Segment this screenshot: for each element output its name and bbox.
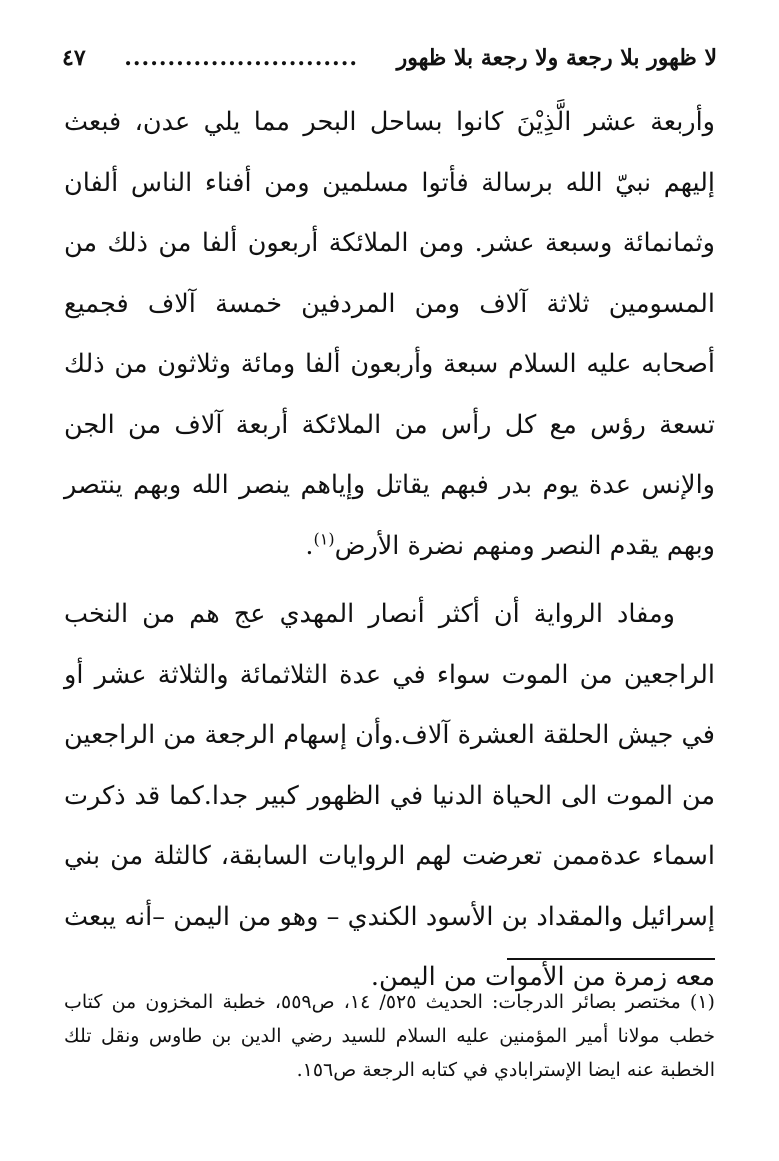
main-text bbox=[64, 92, 715, 1008]
paragraph-1-end: . bbox=[305, 530, 314, 561]
footnote-reference[interactable]: (١) bbox=[313, 529, 335, 548]
running-header bbox=[62, 38, 717, 78]
paragraph-2 bbox=[64, 584, 715, 1008]
paragraph-1-text: وأربعة عشر الَّذِيْنَ كانوا بساحل البحر مما يلي عدن، فبعث إليهم نبيّ الله برسالة فأتوا مسلمين ومن أفناء الناس ألفان وثمانمائة وسبعة عشر. ومن الملائكة أربعون ألفا من ذلك من المسومين ثلاثة آلاف ومن المردفين خمسة آلاف فجميع أصحابه عليه السلام سبعة وأربعون ألفا ومائة وثلاثون من ذلك تسعة رؤس مع كل رأس من الملائكة أربعة آلاف من الجن والإنس عدة يوم بدر فبهم يقاتل وإياهم ينصر الله وبهم ينتصر وبهم يقدم النصر ومنهم نضرة الأرض bbox=[64, 107, 715, 561]
footnote-divider bbox=[507, 958, 715, 960]
footnote bbox=[64, 985, 715, 1087]
paragraph-1 bbox=[64, 92, 715, 576]
footnote-text: (١) مختصر بصائر الدرجات: الحديث ٥٢٥/ ١٤، ص٥٥٩، خطبة المخزون من كتاب خطب مولانا أمير المؤمنين عليه السلام للسيد رضي الدين بن طاوس ونقل تلك الخطبة عنه ايضا الإسترابادي في كتابه الرجعة ص١٥٦. bbox=[64, 991, 715, 1081]
header-title: لا ظهور بلا رجعة ولا رجعة بلا ظهور bbox=[396, 45, 717, 71]
paragraph-2-text: ومفاد الرواية أن أكثر أنصار المهدي عج هم من النخب الراجعين من الموت سواء في عدة الثلاثمائة والثلاثة عشر أو في جيش الحلقة العشرة آلاف.وأن إسهام الرجعة من الراجعين من الموت الى الحياة الدنيا في الظهور كبير جدا.كما قد ذكرت اسماء عدةممن تعرضت لهم الروايات السابقة، كالثلة من بني إسرائيل والمقداد بن الأسود الكندي – وهو من اليمن –أنه يبعث معه زمرة من الأموات من اليمن. bbox=[64, 599, 715, 992]
page-number: ٤٧ bbox=[62, 45, 86, 71]
header-leader-dots: ........................... bbox=[124, 45, 359, 71]
